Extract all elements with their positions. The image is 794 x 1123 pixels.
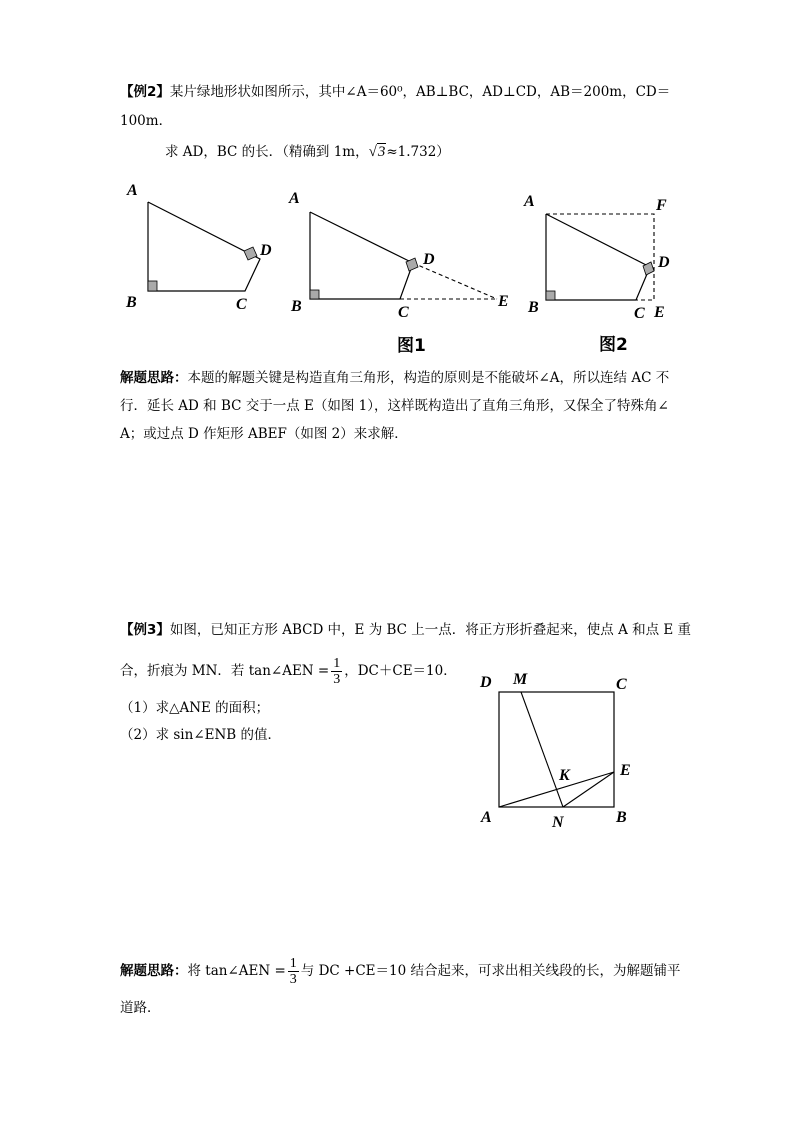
hint-fraction-denominator: 3 — [289, 972, 297, 987]
ex2-question-pre: 求 AD，BC 的长．（精确到 1m， — [165, 144, 369, 160]
fold-line-mn — [521, 692, 563, 807]
ex3-hint-post: 与 DC +CE＝10 结合起来，可求出相关线段的长，为解题铺平 — [300, 963, 681, 979]
fig2-label-e: E — [654, 304, 665, 321]
ex3-question-2: （2）求 sin∠ENB 的值． — [120, 727, 282, 743]
right-angle-mark-d — [244, 247, 257, 260]
ex2-figure-1 — [285, 185, 525, 360]
right-angle-mark-b — [546, 291, 555, 300]
ex2-line1-text: 某片绿地形状如图所示，其中∠A＝60⁰，AB⊥BC，AD⊥CD，AB＝200m，CD＝ — [169, 84, 671, 100]
ex3-hint-line1 — [120, 956, 681, 987]
fig2-label-a: A — [524, 193, 535, 210]
ex3-line1-text: 如图，已知正方形 ABCD 中，E 为 BC 上一点．将正方形折叠起来，使点 A 和点 E 重 — [169, 622, 692, 638]
fig0-label-b: B — [126, 294, 137, 311]
fig1-label-a: A — [289, 190, 300, 207]
ex2-hint-label: 解题思路： — [120, 370, 188, 386]
hint-fraction-numerator: 1 — [289, 956, 297, 971]
ex3-label-k: K — [559, 767, 570, 784]
ex2-statement-line2: 100m． — [120, 113, 173, 129]
sqrt-three: √3 — [368, 144, 386, 160]
right-angle-mark-b — [148, 281, 157, 291]
ex2-hint-line2: 行．延长 AD 和 BC 交于一点 E（如图 1），这样既构造出了直角三角形，又保全了特殊角∠ — [120, 398, 669, 414]
ex2-statement-line1 — [120, 82, 670, 102]
ex3-label-c: C — [616, 676, 627, 693]
ex3-line2-pre: 合，折痕为 MN．若 tan∠AEN = — [120, 663, 330, 679]
ex2-hint-line1-text: 本题的解题关键是构造直角三角形，构造的原则是不能破坏∠A，所以连结 AC 不 — [187, 370, 670, 386]
hint-fraction-one-third — [288, 956, 299, 987]
ex2-question-line — [165, 142, 450, 162]
ex3-hint-line2: 道路． — [120, 1000, 161, 1016]
ex3-label-m: M — [513, 671, 528, 688]
fig2-label-d: D — [658, 254, 670, 271]
ex3-label-b: B — [616, 809, 627, 826]
fig2-label-f: F — [656, 197, 667, 214]
ex3-label-e: E — [620, 762, 631, 779]
ex2-tag: 【例2】 — [120, 84, 170, 100]
fraction-one-third — [331, 656, 342, 687]
fig2-label-b: B — [528, 299, 539, 316]
fig1-label-d: D — [423, 251, 435, 268]
ex3-hint-pre: 将 tan∠AEN = — [187, 963, 286, 979]
ex2-hint-line3: A；或过点 D 作矩形 ABEF（如图 2）来求解． — [120, 426, 408, 442]
ex2-question-post: ≈1.732） — [386, 144, 450, 160]
ex3-question-1: （1）求△ANE 的面积； — [120, 700, 270, 716]
ex3-label-d: D — [480, 674, 492, 691]
fig1-label-b: B — [291, 298, 302, 315]
ex3-label-n: N — [552, 814, 564, 831]
fig2-label-c: C — [634, 305, 645, 322]
fig0-label-d: D — [260, 242, 272, 259]
right-angle-mark-b — [310, 290, 319, 299]
segment-ne — [563, 772, 614, 807]
ex3-statement-line1 — [120, 620, 691, 640]
fraction-numerator: 1 — [333, 656, 341, 671]
ex3-statement-line2 — [120, 656, 457, 687]
fig1-caption: 图1 — [397, 336, 426, 356]
rectangle-abef — [546, 214, 654, 300]
ex2-figure-2 — [520, 190, 680, 360]
ex3-line2-post: ，DC＋CE＝10． — [344, 663, 457, 679]
sqrt-radicand: 3 — [377, 144, 386, 160]
fig1-label-e: E — [498, 293, 509, 310]
ex3-tag: 【例3】 — [120, 622, 170, 638]
fig2-caption: 图2 — [599, 335, 628, 355]
fig0-label-a: A — [127, 182, 138, 199]
fig1-label-c: C — [398, 304, 409, 321]
ex2-figure-original — [120, 175, 280, 315]
ex3-hint-label: 解题思路： — [120, 963, 188, 979]
fig0-label-c: C — [236, 296, 247, 313]
ex3-square-figure — [470, 665, 650, 835]
fraction-denominator: 3 — [333, 672, 341, 687]
ex3-label-a: A — [481, 809, 492, 826]
extension-ad — [413, 263, 497, 299]
ex2-hint-line1 — [120, 368, 669, 388]
